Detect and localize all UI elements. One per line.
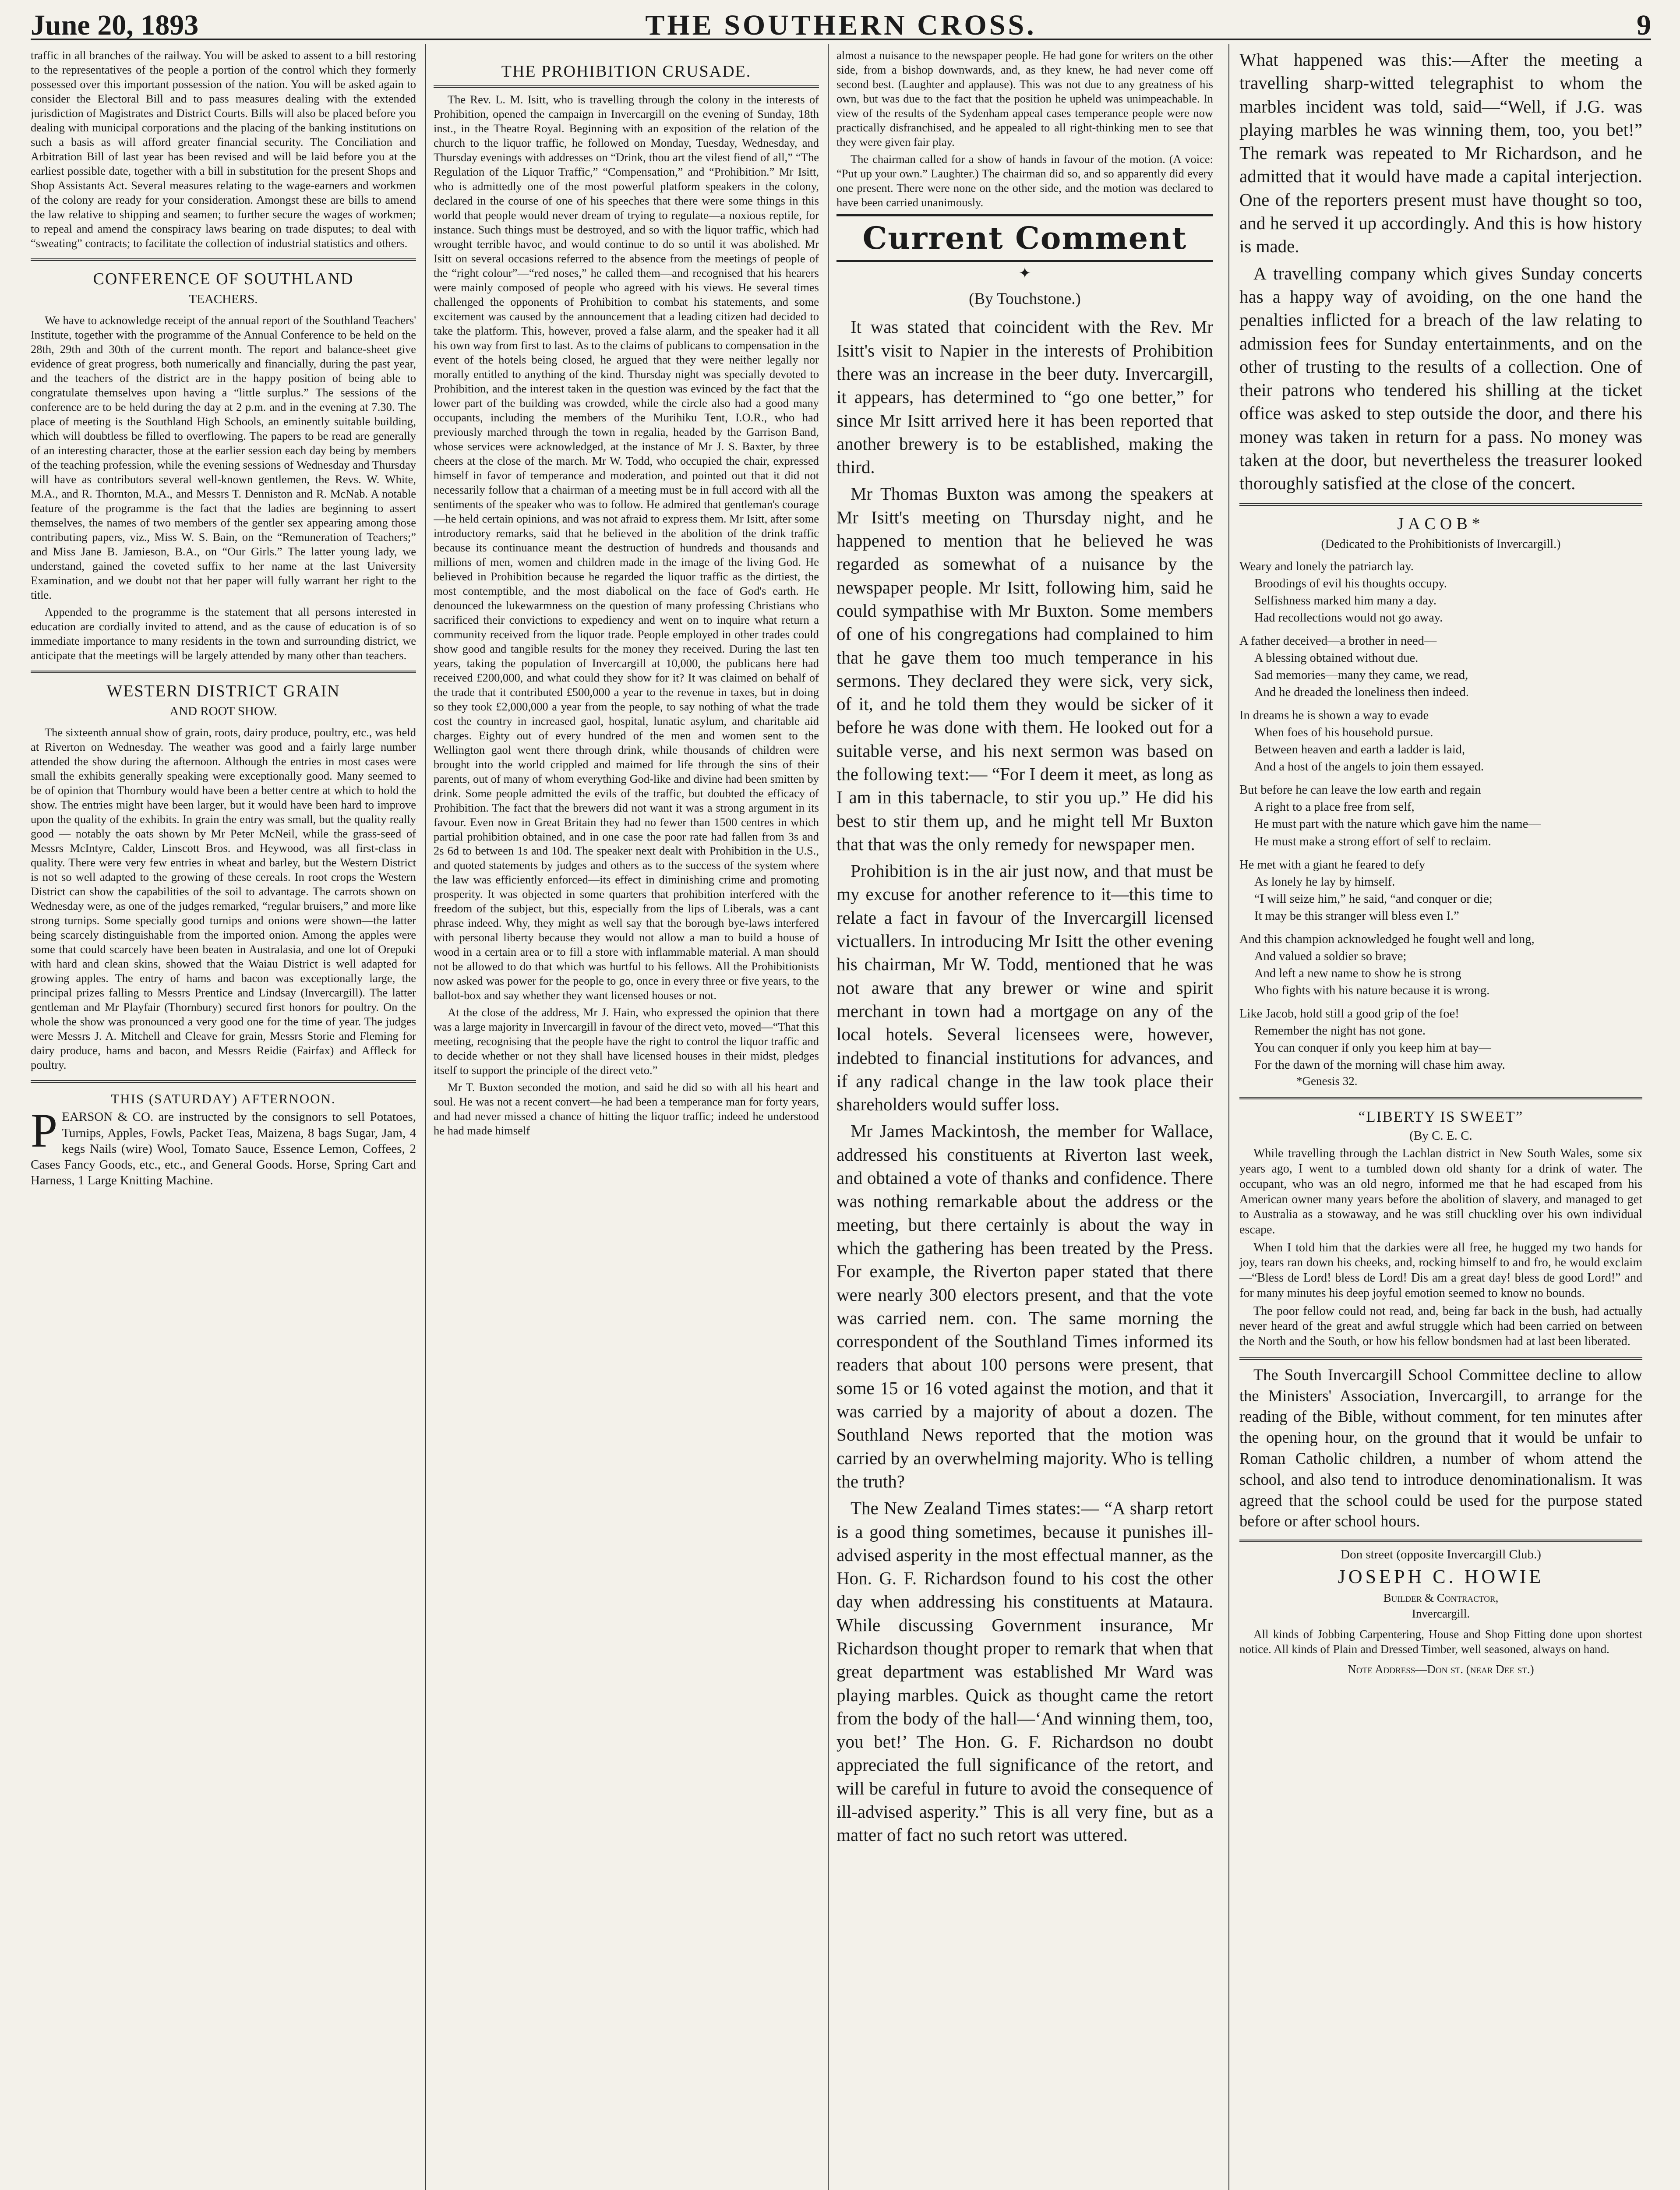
article-heading: THE PROHIBITION CRUSADE. [501, 62, 752, 81]
advert-name: JOSEPH C. HOWIE [1338, 1566, 1544, 1588]
issue-date: June 20, 1893 [31, 9, 199, 41]
comment-paragraph: The New Zealand Times states:— “A sharp retort is a good thing sometimes, because it punishes ill-advised asperity in the most effectual manner, as the Hon. G. F. Richardson found to his cost the other day when addressing his constituents at Mataura. While discussing Government insurance, Mr Richardson thought proper to remark that when that great department was established Mr Ward was playing marbles. Quick as thought came the retort from the body of the hall—‘And winning them, too, you bet!’ The Hon. G. F. Richardson no doubt appreciated the full significance of the retort, and will be careful in future to avoid the consequence of ill-advised asperity.” This is all very fine, but as a matter of fact no such retort was uttered. [836, 1498, 1213, 1845]
column-rule [1228, 44, 1229, 2190]
poem-line: Between heaven and earth a ladder is laid, [1254, 743, 1465, 757]
column-3 [836, 48, 1213, 2190]
poem-line: Sad memories—many they came, we read, [1254, 668, 1468, 682]
section-banner: Current Comment [836, 214, 1213, 262]
article-subheading: AND ROOT SHOW. [169, 704, 277, 719]
poem-line: And a host of the angels to join them essayed. [1254, 760, 1484, 774]
poem-line: As lonely he lay by himself. [1254, 875, 1395, 889]
article-paragraph: Mr T. Buxton seconded the motion, and said he did so with all his heart and soul. He was not a recent convert—he had been a temperance man for forty years, and had never missed a chance of hitting the liquor traffic; indeed he understood he had made himself [434, 1081, 819, 1137]
poem-line: And left a new name to show he is strong [1254, 966, 1461, 980]
poem-line: Who fights with his nature because it is wrong. [1254, 983, 1490, 997]
byline: (By C. E. C. [1409, 1129, 1472, 1143]
poem-line: A blessing obtained without due. [1254, 651, 1419, 665]
poem-line: It may be this stranger will bless even I.” [1254, 909, 1459, 923]
article-divider [31, 671, 416, 673]
article-divider [1239, 1357, 1642, 1360]
article-divider [434, 85, 819, 88]
comment-paragraph: Prohibition is in the air just now, and that must be my excuse for another reference to it—this time to relate a fact in favour of the Invercargill licensed victuallers. In introducing Mr Isitt the other evening his chairman, Mr W. Todd, mentioned that he was not aware that any brewer or wine and spirit merchant in town had a mortgage on any of the local hotels. Several licensees were, however, indebted to financial institutions for advances, and if any radical change in the law took place their shareholders would suffer loss. [836, 861, 1213, 1115]
advert-heading: THIS (SATURDAY) AFTERNOON. [111, 1091, 336, 1106]
poem-line: Like Jacob, hold still a good grip of the foe! [1239, 1007, 1459, 1021]
article-paragraph: The sixteenth annual show of grain, roots, dairy produce, poultry, etc., was held at Riverton on Wednesday. The weather was good and a fairly large number attended the show during the afternoon. Although the entries in most cases were small the exhibits generally speaking were exceptionally good. Many seemed to be of opinion that Thornbury would have been a better centre at which to hold the show. The entries might have been larger, but it would have been hard to improve upon the quality of the exhibits. In grain the entry was small, but the quality really good — notably the oats shown by Mr Peter McNeil, while the grass-seed of Messrs McIntyre, Calder, Linscott Bros. and Heywood, was all first-class in quality. There were very few entries in wheat and barley, but the Western District is not so well adapted to the growing of these cereals. In root crops the Western District can show the capabilities of the soil to advantage. The carrots shown on Wednesday were, as one of the judges remarked, “regular bruisers,” and more like strong turnips. Some specially good turnips and onions were shown—the latter being scarcely distinguishable from the imported onion. Among the apples were some that could scarcely have been beaten in Australasia, and one lot of Orepuki with hard and clean skins, showed that the Waiau District is well adapted for growing apples. The entry of hams and bacon was exceptionally large, the principal prizes falling to Messrs Prentice and Lindsay (Invercargill). The latter gentleman and Mr Playfair (Thornbury) secured first honors for poultry. On the whole the show was pronounced a very good one for the time of year. The judges were Messrs J. A. Mitchell and Cleave for grain, Messrs Storie and Fleming for dairy produce, hams and bacon, and Messrs Reidie (Fairfax) and Affleck for poultry. [31, 726, 416, 1071]
poem-title: JACOB* [1397, 514, 1485, 533]
advert-town: Invercargill. [1412, 1607, 1470, 1620]
article-paragraph: While travelling through the Lachlan district in New South Wales, some six years ago, I went to a tumbled down old shanty for a drink of water. The occupant, who was an old negro, informed me that he had escaped from his American owner many years before the abolition of slavery, and managed to get to Australia as a stowaway, and he was still chuckling over his own individual escape. [1239, 1147, 1642, 1236]
column-1 [31, 48, 416, 2190]
byline: (By Touchstone.) [969, 290, 1081, 308]
article-paragraph: We have to acknowledge receipt of the annual report of the Southland Teachers' Institute, together with the programme of the Annual Conference to be held on the 28th, 29th and 30th of the current month. The report and balance-sheet give evidence of great progress, both numerically and financially, during the past year, and the teachers of the district are in the happy position of being able to congratulate themselves upon having a “little surplus.” The sessions of the conference are to be held during the day at 2 p.m. and in the evening at 7.30. The place of meeting is the Southland High Schools, an eminently suitable building, which will doubtless be filled to overflowing. The papers to be read are generally of an interesting character, those at the earlier session each day being by members of the teaching profession, while the evening sessions of Wednesday and Thursday will have as contributors several well-known gentlemen, the Revs. W. White, M.A., and R. Thornton, M.A., and Messrs T. Denniston and R. McNab. A notable feature of the programme is the fact that the ladies are beginning to assert themselves, the names of two members of the gentler sex appearing among those contributing papers, viz., Miss W. S. Bain, on the “Remuneration of Teachers;” and Miss Jane B. Jamieson, B.A., on “Our Girls.” The latter young lady, we understand, gained the coveted suffix to her name at the last University Examination, and we doubt not that her paper will fully warrant her right to the title. [31, 314, 416, 601]
advert-paragraph [31, 1104, 416, 1188]
column-rule [425, 44, 426, 2190]
article-paragraph: When I told him that the darkies were all free, he hugged my two hands for joy, tears ran down his cheeks, and, rocking himself to and fro, he would exclaim—“Bless de Lord! bless de Lord! Dis am a great day! bless de good Lord!” and for many minutes his deep joyful emotion seemed to know no bounds. [1239, 1240, 1642, 1300]
advert-body: All kinds of Jobbing Carpentering, House and Shop Fitting done upon shortest notice. All kinds of Plain and Dressed Timber, well seasoned, always on hand. [1239, 1628, 1642, 1656]
poem-line: He must make a strong effort of self to reclaim. [1254, 834, 1491, 848]
advert-address: Don street (opposite Invercargill Club.) [1341, 1547, 1541, 1562]
poem-body [1239, 558, 1642, 1073]
poem-line: When foes of his household pursue. [1254, 726, 1433, 740]
article-divider [31, 258, 416, 261]
article-paragraph: almost a nuisance to the newspaper people. He had gone for writers on the other side, from a bishop downwards, and, as they knew, he had never come off second best. (Laughter and applause). This was not due to any greatness of his own, but was due to the fact that the position he upheld was unimpeachable. In view of the results of the Sydenham appeal cases temperance people were now practically disfranchised, and he appealed to all right-thinking men to see that they were given fair play. [836, 49, 1213, 148]
article-paragraph: traffic in all branches of the railway. You will be asked to assent to a bill restoring to the representatives of the people a portion of the control which they formerly possessed over this important possession of the nation. You will be asked again to consider the Electoral Bill and to pass measures dealing with the extended jurisdiction of Magistrates and District Courts. Bills will also be placed before you dealing with municipal corporations and the placing of the banking institutions on such a basis as will afford greater financial security. The Conciliation and Arbitration Bill of last year has been revised and will be laid before you at the earliest possible date, together with a bill in substitution for the present Shops and Shop Assistants Act. Several measures relating to the wage-earners and workmen of the colony are ready for your consideration. Amongst these are bills to amend the law relative to shipping and seamen; to further secure the wages of workmen; to repeal and amend the conspiracy laws bearing on trade disputes; to deal with “sweating” contracts; to facilitate the collection of industrial statistics and others. [31, 49, 416, 250]
article-heading: “LIBERTY IS SWEET” [1358, 1108, 1524, 1125]
poem-line: A right to a place free from self, [1254, 800, 1415, 814]
poem-line: And he dreaded the loneliness then indeed. [1254, 685, 1469, 699]
comment-paragraph: The South Invercargill School Committee decline to allow the Ministers' Association, Invercargill, to arrange for the reading of the Bible, without comment, for ten minutes after the opening hour, on the ground that it would be unfair to Roman Catholic children, a number of whom attend the school, and also tend to introduce denominationalism. It was agreed that the school could be used for the purpose stated before or after school hours. [1239, 1365, 1642, 1530]
column-4 [1239, 48, 1642, 2190]
comment-paragraph: What happened was this:—After the meeting a travelling sharp-witted telegraphist to whom the marbles incident was told, said—“Well, if J.G. was playing marbles he was winning them, too, you bet!” The remark was repeated to Mr Richardson, and he admitted that it would have made a capital interjection. One of the reporters present must have thought so too, and he served it up accordingly. And this is how history is made. [1239, 49, 1642, 257]
article-paragraph: At the close of the address, Mr J. Hain, who expressed the opinion that there was a large majority in Invercargill in favour of the direct veto, moved—“That this meeting, recognising that the people have the right to control the liquor traffic and to decide whether or not they shall have licensed houses in their midst, pledges itself to support the principle of the direct veto.” [434, 1006, 819, 1077]
poem-line: You can conquer if only you keep him at bay— [1254, 1041, 1491, 1055]
poem-line: For the dawn of the morning will chase him away. [1254, 1058, 1505, 1072]
drop-cap: P [31, 1104, 58, 1158]
advert-trade: Builder & Contractor, [1383, 1591, 1499, 1605]
ornament-icon: ✦ [1018, 265, 1031, 282]
poem-line: And this champion acknowledged he fought well and long, [1239, 932, 1535, 946]
advert-note: Note Address—Don st. (near Dee st.) [1348, 1662, 1534, 1676]
column-rule [828, 44, 829, 2190]
article-divider [1239, 1540, 1642, 1542]
article-paragraph: The chairman called for a show of hands in favour of the motion. (A voice: “Put up your own.” Laughter.) The chairman did so, and so apparently did every one present. There were none on the other side, and the motion was declared to have been carried unanimously. [836, 152, 1213, 209]
poem-line: He must part with the nature which gave him the name— [1254, 817, 1541, 831]
poem-line: Had recollections would not go away. [1254, 611, 1443, 625]
article-heading: CONFERENCE OF SOUTHLAND [93, 269, 354, 288]
newspaper-title: THE SOUTHERN CROSS. [645, 9, 1037, 41]
article-paragraph: Appended to the programme is the statement that all persons interested in education are cordially invited to attend, and as the cause of education is of so immediate importance to many residents in the town and surrounding district, we anticipate that the meetings will be largely attended by many other than teachers. [31, 605, 416, 662]
comment-paragraph: It was stated that coincident with the Rev. Mr Isitt's visit to Napier in the interests of Prohibition there was an increase in the beer duty. Invercargill, it appears, has determined to “go one better,” for since Mr Isitt arrived here it has been reported that another brewery is to be established, making the third. [836, 317, 1213, 477]
poem-line: And valued a soldier so brave; [1254, 949, 1407, 963]
article-divider [1239, 1097, 1642, 1099]
article-divider [31, 1080, 416, 1083]
poem-footnote: *Genesis 32. [1296, 1074, 1358, 1088]
poem-line: Broodings of evil his thoughts occupy. [1254, 576, 1447, 590]
poem-line: He met with a giant he feared to defy [1239, 858, 1426, 872]
comment-paragraph: Mr James Mackintosh, the member for Wallace, addressed his constituents at Riverton last week, and obtained a vote of thanks and confidence. There was nothing remarkable about the address or the meeting, but there certainly is about the way in which the gathering has been treated by the Press. For example, the Riverton paper stated that there were nearly 300 electors present, and that the vote was carried nem. con. The same morning the correspondent of the Southland Times informed its readers that about 100 persons were present, that some 15 or 16 voted against the motion, and that it was carried by a majority of about a dozen. The Southland News reported that the motion was carried by an overwhelming majority. Who is telling the truth? [836, 1121, 1213, 1491]
advert-text: EARSON & CO. are instructed by the consignors to sell Potatoes, Turnips, Apples, Fowls, Packet Teas, Maizena, 8 bags Sugar, Jam, 4 kegs Nails (wire) Wool, Tomato Sauce, Essence Lemon, Coffees, 2 Cases Fancy Goods, etc., etc., and General Goods. Horse, Spring Cart and Harness, 1 Large Knitting Machine. [31, 1110, 416, 1187]
column-2 [434, 48, 819, 2190]
poem-line: But before he can leave the low earth and regain [1239, 783, 1481, 797]
page-number: 9 [1637, 9, 1651, 41]
poem-dedication: (Dedicated to the Prohibitionists of Invercargill.) [1321, 537, 1561, 551]
poem-line: A father deceived—a brother in need— [1239, 634, 1437, 648]
article-divider [1239, 503, 1642, 506]
poem-line: In dreams he is shown a way to evade [1239, 709, 1429, 723]
article-paragraph: The poor fellow could not read, and, being far back in the bush, had actually never heard of the great and awful struggle which had been carried on between the North and the South, or how his fellow bondsmen had at last been liberated. [1239, 1304, 1642, 1348]
comment-paragraph: Mr Thomas Buxton was among the speakers at Mr Isitt's meeting on Thursday night, and he happened to mention that he believed he was regarded as somewhat of a nuisance by the newspaper people. Mr Isitt, following him, said he could sympathise with Mr Buxton. Some members of one of his congregations had complained to him that he gave them too much temperance in his sermons. They declared they were sick, very sick, of it, and he told them they would be sicker of it before he was done with them. He looked out for a suitable verse, and his next sermon was based on the following text:— “For I deem it meet, as long as I am in this tabernacle, to stir you up.” He did his best to stir them up, and he might tell Mr Buxton that that was the only remedy for newspaper men. [836, 484, 1213, 854]
poem-line: Selfishness marked him many a day. [1254, 593, 1437, 608]
masthead [31, 4, 1651, 40]
article-heading: WESTERN DISTRICT GRAIN [106, 682, 340, 700]
comment-paragraph: A travelling company which gives Sunday concerts has a happy way of avoiding, on the one hand the penalties inflicted for a breach of the law relating to admission fees for Sunday entertainments, and on the other of trusting to the results of a collection. One of their patrons who tendered his shilling at the ticket office was asked to step outside the door, and there his money was taken in return for a pass. No money was taken at the door, but nevertheless the treasurer looked thoroughly satisfied at the close of the concert. [1239, 263, 1642, 494]
poem-line: “I will seize him,” he said, “and conquer or die; [1254, 892, 1493, 906]
poem-line: Remember the night has not gone. [1254, 1024, 1426, 1038]
article-paragraph: The Rev. L. M. Isitt, who is travelling through the colony in the interests of Prohibition, opened the campaign in Invercargill on the evening of Sunday, 18th inst., in the Theatre Royal. Beginning with an exposition of the relation of the church to the liquor traffic, he followed on Monday, Tuesday, Wednesday, and Thursday evenings with addresses on “Drink, thou art the vilest fiend of all,” “The Regulation of the Liquor Traffic,” “Compensation,” and “Prohibition.” Mr Isitt, who is admittedly one of the most powerful platform speakers in the colony, declared in the course of one of his speeches that there were some things in this world that people would never dream of trying to regulate—a noxious reptile, for instance. Such things must be destroyed, and so with the liquor traffic, which had wrought terrible havoc, and would continue to do so until it was abolished. Mr Isitt on several occasions referred to the absence from the meetings of people of the “right colour”—“red noses,” he called them—and recognised that his hearers were mainly composed of people who agreed with his views. He several times challenged the opponents of Prohibition to combat his statements, and some excitement was caused by the announcement that a leading citizen had decided to take the platform. This, however, proved a false alarm, and the speaker had it all his own way from first to last. As to the claims of publicans to compensation in the event of the hotels being closed, he argued that they were neither legally nor morally entitled to anything of the kind. Thursday night was specially devoted to Prohibition, and the interest taken in the question was evinced by the fact that the lower part of the building was crowded, while the circle also had a good many occupants, including the members of the Murihiku Tent, I.O.R., who had previously marched through the town in regalia, headed by the Garrison Band, whose services were acknowledged, at the instance of Mr J. S. Baxter, by three cheers at the close of the march. Mr W. Todd, who occupied the chair, expressed himself in favor of temperance and moderation, and pointed out that it did not necessarily follow that a chairman of a meeting must be in full accord with all the sentiments of the speaker who was to follow. He admired that gentleman's courage—he held certain opinions, and was not afraid to express them. Mr Isitt, after some introductory remarks, said that he believed in the abolition of the drink traffic because its continuance meant the destruction of hundreds and thousands and millions of men, women and children made in the image of the living God. He believed in Prohibition because he regarded the liquor traffic as the dirtiest, the most contemptible, and the most diabolical on the face of God's earth. He denounced the lukewarmness on the question of many professing Christians who sacrificed their convictions to expediency and went on to inquire what return a community received from the liquor trade. People employed in other trades could show good and tangible results for the money they received. During the last ten years, taking the population of Invercargill at 10,000, the publicans here had received £200,000, and what could they show for it? It was claimed on behalf of the trade that it contributed £500,000 a year to the revenue in taxes, but in doing so they took £2,000,000 a year from the people, to say nothing of what the trade cost the country in increased gaol, hospital, lunatic asylum, and charitable aid charges. Eighty out of every hundred of the men and women sent to the Wellington gaol went there through drink, while thousands of children were brought into the world crippled and maimed for life through the sins of their parents, out of many of whom everything God-like and divine had been smitten by drink. Some people admitted the evils of the traffic, but doubted the efficacy of Prohibition. The fact that the brewers did not want it was a strong argument in its favour. Even now in Great Britain they had no fewer than 1500 centres in which partial prohibition obtained, and in one case the poor rate had fallen from 3s and 2s 6d to between 1s and 10d. The speaker next dealt with Prohibition in the U.S., and quoted statements by judges and others as to the success of the system where the law was efficiently enforced—its effect in diminishing crime and promoting prosperity. It was objected in some quarters that prohibition interfered with the freedom of the subject, but this, especially from the lips of Liberals, was a cant phrase indeed. Why, they might as well say that the borough bye-laws interfered with personal liberty because they would not allow a man to build a house of wood in a certain area or to fill a store with inflammable material. A man should not be allowed to do that which was hurtful to his fellows. All the Prohibitionists now asked was power for the people to go, once in every three or five years, to the ballot-box and say whether they want licensed houses or not. [434, 93, 819, 1002]
article-subheading: TEACHERS. [189, 292, 258, 307]
poem-line: Weary and lonely the patriarch lay. [1239, 559, 1414, 573]
